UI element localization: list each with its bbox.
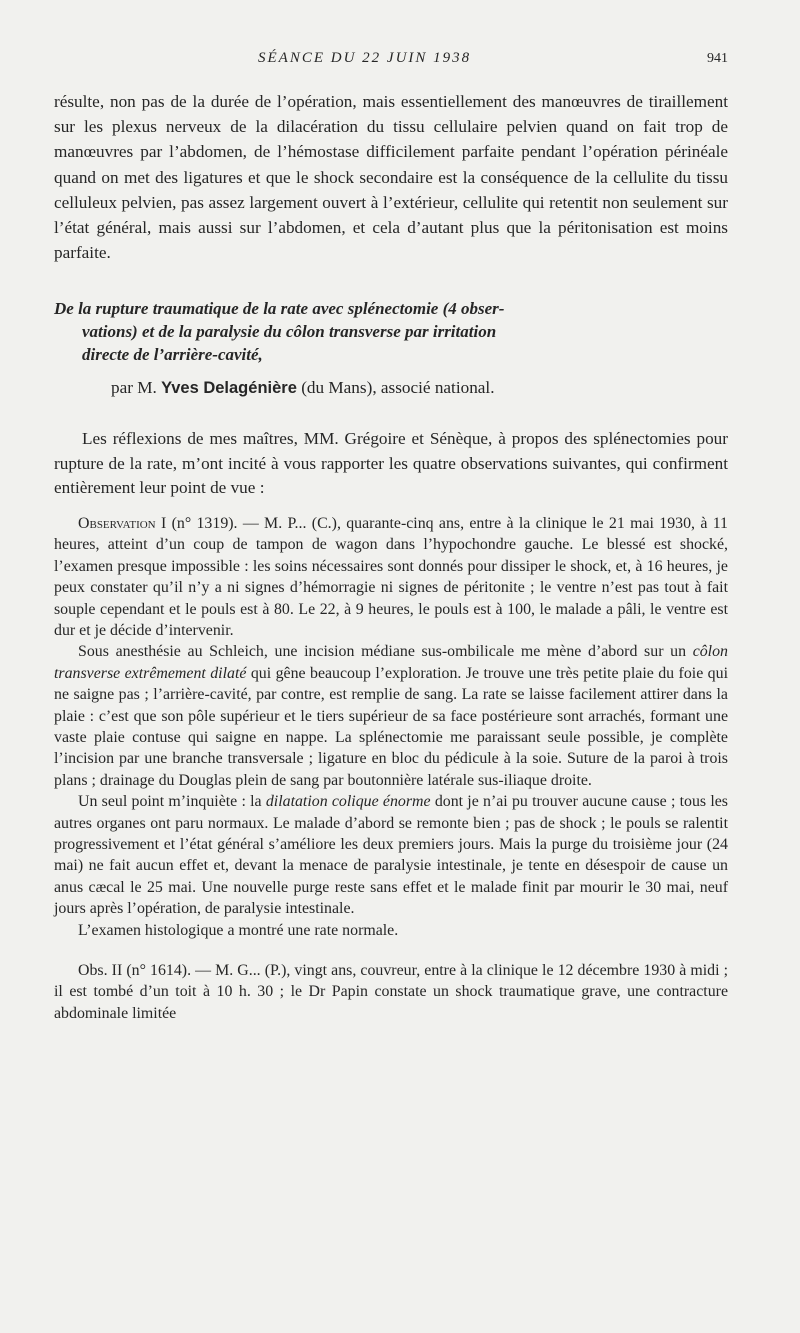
observation-1-p3-text-a: Un seul point m’inquiète : la [78,793,262,811]
article-title-line-3: directe de l’arrière-cavité, [82,345,263,365]
observation-2-text: (n° 1614). — M. G... (P.), vingt ans, couvreur, entre à la clinique le 12 décembre 1930 à midi ; il est tombé d’un toit à 10 h. 30 ; le Dr Papin constate un shock traumatique grave, une contracture abdominale limitée [54,962,728,1022]
observation-1-text: (n° 1319). — M. P... (C.), quarante-cinq ans, entre à la clinique le 21 mai 1930, à 11 heures, atteint d’un coup de tampon de wagon dans l’hypochondre gauche. Le blessé est shocké, l’examen presque impossible : les soins nécessaires sont donnés pour dissiper le shock, et, à 16 heures, je peux constater qu’il n’y a ni signes d’hémorragie ni signes de péritonite ; le ventre n’est pas tout à fait souple cependant et le pouls est à 80. Le 22, à 9 heures, le pouls est à 100, le malade a pâli, le ventre est dur et je décide d’intervenir. [54,514,729,639]
observation-2-label: Obs. II [78,962,123,980]
observation-1-paragraph-2 [54,641,728,791]
document-page [54,44,728,1024]
page-number: 941 [707,51,728,66]
observation-1-paragraph-3 [54,791,728,919]
article-title [54,297,728,366]
author-line [54,376,728,400]
observation-1-p2-emphasis: côlon transverse extrêmement dilaté [54,643,728,682]
observation-1-label: Observation I [78,514,167,532]
observation-1-p2-text-b: qui gêne beaucoup l’exploration. Je trouve une très petite plaie du foie qui ne saigne pas ; l’arrière-cavité, par contre, est remplie de sang. La rate se laisse facilement attirer dans la plaie : c’est que son pôle supérieur et le tiers supérieur de sa face postérieure sont arrachés, formant une vaste plaie contuse qui saigne en nappe. La splénectomie me paraissant seule possible, je complète l’incision par une branche transversale ; ligature en bloc du pédicule à la soie. Suture de la paroi à trois plans ; drainage du Douglas plein de sang par boutonnière latérale sus-iliaque droite. [54,664,728,789]
author-name: Yves Delagénière [161,379,297,398]
author-prefix: par M. [111,378,157,398]
author-suffix: (du Mans), associé national. [301,378,495,398]
intro-paragraph: résulte, non pas de la durée de l’opération, mais essentiellement des manœuvres de tiraillement sur les plexus nerveux de la dilacération du tissu cellulaire pelvien quand on fait trop de manœuvres par l’abdomen, de l’hémostase difficilement parfaite pendant l’opération périnéale quand on met des ligatures et que le shock secondaire est la conséquence de la cellulite du tissu celluleux pelvien, pas assez largement ouvert à l’extérieur, cellulite qui retentit non seulement sur l’état général, mais aussi sur l’abdomen, et cela d’autant plus que la péritonisation est moins parfaite. [54,92,728,263]
observation-1-p3-emphasis: dilatation colique énorme [265,793,431,811]
running-header [54,44,728,74]
observation-2-paragraph-1 [54,960,728,1024]
observation-1-paragraph-1 [54,513,728,641]
observation-1-p3-text-b: dont je n’ai pu trouver aucune cause ; tous les autres organes ont paru normaux. Le malade d’abord se remonte bien ; pas de shock ; le pouls se ralentit progressivement et l’état général s’améliore les deux premiers jours. Mais la purge du troisième jour (24 mai) ne fait aucun effet et, devant la menace de paralysie intestinale, je tente en désespoir de cause un anus cæcal le 25 mai. Une nouvelle purge reste sans effet et le malade finit par mourir le 30 mai, neuf jours après l’opération, de paralysie intestinale. [54,793,728,918]
observation-1-p2-text-a: Sous anesthésie au Schleich, une incision médiane sus-ombilicale me mène d’abord sur un [78,643,687,661]
article-title-line-2: vations) et de la paralysie du côlon transverse par irritation [82,322,497,342]
observation-1-paragraph-4: L’examen histologique a montré une rate normale. [78,921,399,939]
running-title: SÉANCE DU 22 JUIN 1938 [258,50,472,66]
lead-paragraph: Les réflexions de mes maîtres, MM. Grégoire et Sénèque, à propos des splénectomies pour rupture de la rate, m’ont incité à vous rapporter les quatre observations suivantes, qui confirment entièrement leur point de vue : [54,429,728,498]
article-title-line-1: De la rupture traumatique de la rate avec splénectomie (4 obser- [54,299,505,319]
